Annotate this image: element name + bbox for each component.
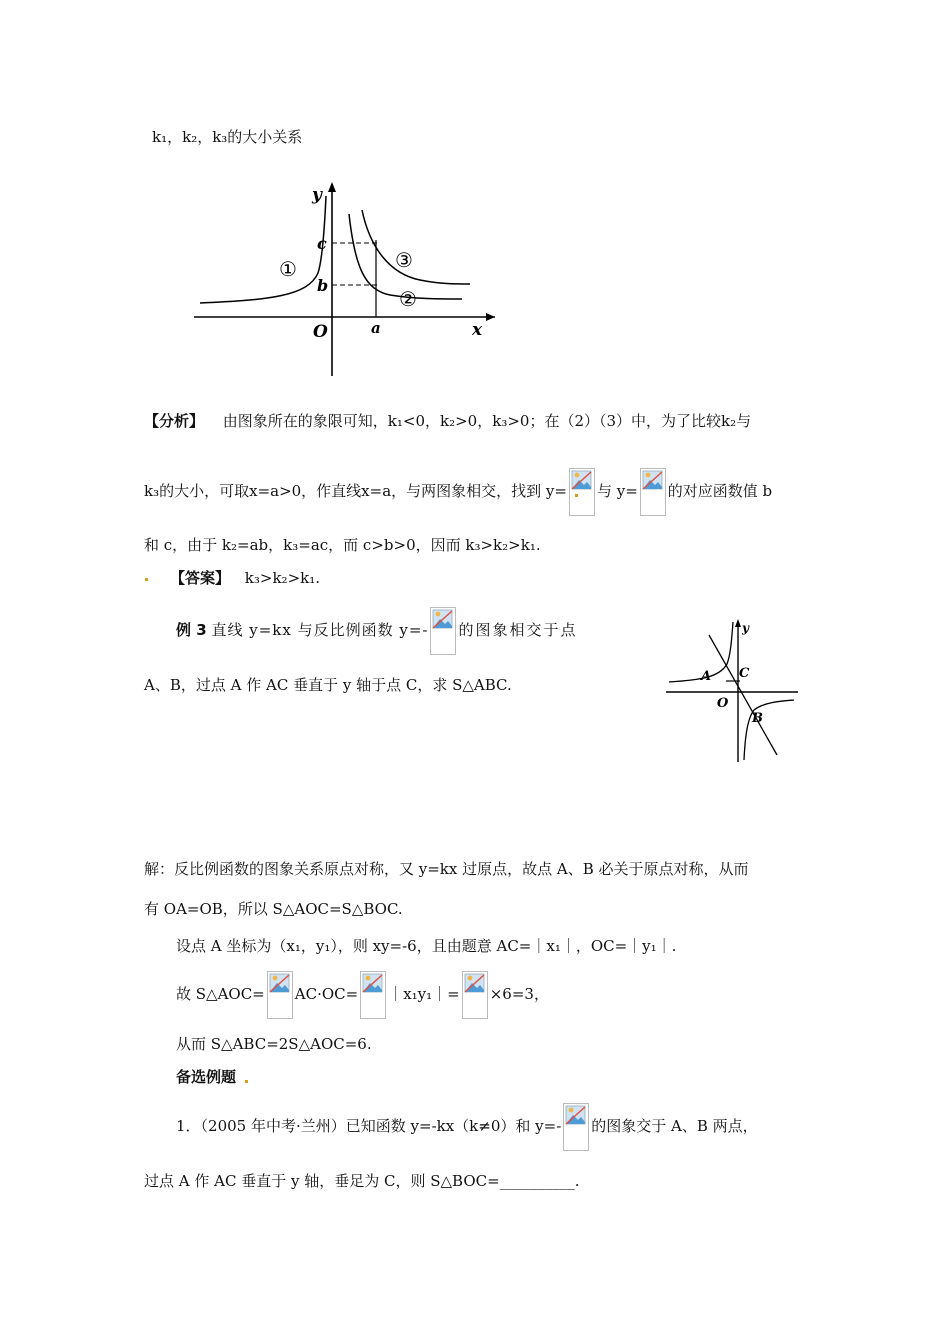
- example3-text-1: 直线 y=kx 与反比例函数 y=-: [211, 621, 429, 639]
- example3-title: 例 3: [176, 621, 207, 639]
- example3-text-2: 的图象相交于点: [458, 621, 578, 639]
- backup-question-1-line-1: [176, 1102, 758, 1151]
- solution-text-4b: AC·OC=: [294, 985, 359, 1003]
- fig1-b-label: b: [317, 276, 329, 295]
- example3-line-2: A、B，过点 A 作 AC 垂直于 y 轴于点 C，求 S△ABC.: [144, 676, 512, 694]
- fig2-b-label: B: [752, 711, 763, 726]
- fig1-curve3-label: ③: [395, 248, 413, 272]
- solution-line-1: 解：反比例函数的图象关系原点对称，又 y=kx 过原点，故点 A、B 必关于原点对称，从而: [144, 860, 749, 878]
- broken-image-icon: [563, 1103, 589, 1151]
- broken-image-icon: [430, 607, 456, 655]
- analysis-line-3: 和 c，由于 k₂=ab，k₃=ac，而 c>b>0，因而 k₃>k₂>k₁.: [144, 536, 541, 554]
- analysis-line-1: [144, 410, 751, 432]
- fig1-c-label: c: [317, 234, 327, 253]
- fig1-curve2-label: ②: [399, 287, 417, 311]
- hyperbola-figure-1: [190, 178, 500, 378]
- backup-q1-text-b: 的图象交于 A、B 两点，: [591, 1117, 758, 1135]
- broken-image-icon: [569, 468, 595, 516]
- solution-text-4d: ×6=3，: [489, 985, 549, 1003]
- analysis-text-2c: 的对应函数值 b: [667, 482, 773, 500]
- hyperbola-figure-2: [664, 614, 800, 764]
- analysis-text-2b: 与 y=: [596, 482, 638, 500]
- solution-line-2: 有 OA=OB，所以 S△AOC=S△BOC.: [144, 900, 403, 918]
- fig1-y-label: y: [312, 185, 322, 205]
- analysis-line-2: [144, 467, 772, 516]
- fig1-x-label: x: [472, 320, 483, 340]
- solution-line-3: 设点 A 坐标为（x₁，y₁），则 xy=-6，且由题意 AC=｜x₁｜，OC=｜y₁｜.: [176, 937, 677, 955]
- backup-q1-text-a: 1．（2005 年中考·兰州）已知函数 y=-kx（k≠0）和 y=-: [176, 1117, 562, 1135]
- fig2-c-label: C: [739, 666, 750, 681]
- solution-text-4c: ｜x₁y₁｜=: [388, 985, 460, 1003]
- broken-image-icon: [267, 971, 293, 1019]
- fig2-a-label: A: [701, 669, 712, 684]
- analysis-text-2a: k₃的大小，可取x=a>0，作直线x=a，与两图象相交，找到 y=: [144, 482, 567, 500]
- fig1-a-label: a: [371, 319, 381, 337]
- fig1-curve1-label: ①: [279, 257, 297, 281]
- answer-text: k₃>k₂>k₁.: [244, 569, 321, 587]
- backup-question-1-line-2: 过点 A 作 AC 垂直于 y 轴，垂足为 C，则 S△BOC=__________.: [144, 1172, 580, 1190]
- answer-label: 【答案】: [170, 569, 231, 587]
- fig2-y-label: y: [742, 621, 749, 635]
- answer-line: [170, 567, 320, 589]
- solution-text-4a: 故 S△AOC=: [176, 985, 265, 1003]
- analysis-label: 【分析】: [144, 412, 205, 430]
- solution-line-5: 从而 S△ABC=2S△AOC=6.: [176, 1035, 372, 1053]
- analysis-text-1: 由图象所在的象限可知，k₁<0，k₂>0，k₃>0；在（2）（3）中，为了比较k₂与: [222, 412, 752, 430]
- broken-image-icon: [640, 468, 666, 516]
- backup-examples-title: 备选例题: [176, 1068, 237, 1086]
- fig1-origin-label: O: [313, 322, 328, 342]
- fig2-origin-label: O: [717, 696, 729, 711]
- broken-image-icon: [462, 971, 488, 1019]
- solution-line-4: [176, 970, 549, 1019]
- example3-line-1: [176, 606, 577, 655]
- broken-image-icon: [360, 971, 386, 1019]
- intro-line: k₁，k₂，k₃的大小关系: [152, 128, 303, 146]
